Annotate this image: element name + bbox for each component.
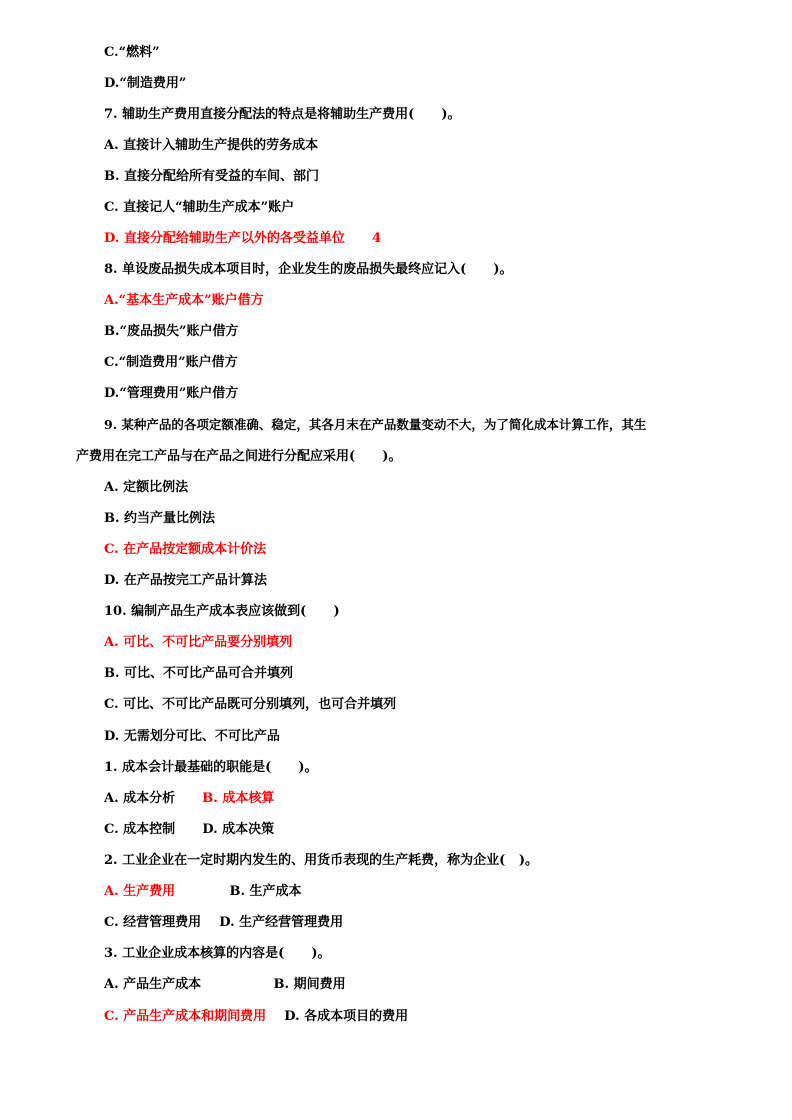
option-line: [104, 541, 266, 559]
question-line: [104, 603, 340, 621]
option-text: D.“制造费用”: [104, 76, 187, 91]
question-text: 9. 某种产品的各项定额准确、稳定，其各月末在产品数量变动不大，为了简化成本计算工作，其生: [104, 417, 647, 432]
option-line: [104, 44, 160, 62]
answer-option-text: A.“基本生产成本”账户借方: [104, 293, 264, 308]
option-text: A. 产品生产成本 B. 期间费用: [104, 977, 346, 992]
option-text: C. 直接记人“辅助生产成本”账户: [104, 200, 295, 215]
option-text: A. 定额比例法: [104, 480, 189, 495]
option-text: B. 约当产量比例法: [104, 511, 216, 526]
question-text: 产费用在完工产品与在产品之间进行分配应采用( )。: [76, 449, 402, 464]
option-text: A. 成本分析: [104, 791, 203, 806]
option-text: B. 生产成本: [175, 884, 302, 899]
option-line: [104, 696, 396, 714]
option-line: [104, 510, 215, 528]
option-line: [104, 790, 274, 808]
question-text: 8. 单设废品损失成本项目时，企业发生的废品损失最终应记入( )。: [104, 262, 513, 277]
option-line: [104, 75, 186, 93]
option-text: D. 在产品按完工产品计算法: [104, 573, 267, 588]
option-line: [104, 665, 293, 683]
question-line: [104, 852, 538, 870]
option-text: B. 可比、不可比产品可合并填列: [104, 666, 294, 681]
option-line: [104, 914, 343, 932]
option-text: C. 成本控制 D. 成本决策: [104, 822, 275, 837]
option-line: [104, 1008, 408, 1026]
option-text: D.“管理费用”账户借方: [104, 386, 239, 401]
option-text: B. 直接分配给所有受益的车间、部门: [104, 169, 320, 184]
answer-option-text: A. 可比、不可比产品要分别填列: [104, 635, 293, 650]
question-line-continued: [76, 448, 401, 466]
option-text: B.“废品损失”账户借方: [104, 324, 239, 339]
option-text: D. 各成本项目的费用: [266, 1009, 409, 1024]
option-text: C.“燃料”: [104, 45, 160, 60]
question-text: 2. 工业企业在一定时期内发生的、用货币表现的生产耗费，称为企业( )。: [104, 853, 538, 868]
answer-option-text: D. 直接分配给辅助生产以外的各受益单位 4: [104, 231, 382, 246]
option-line: [104, 976, 346, 994]
option-line: [104, 883, 302, 901]
answer-option-text: C. 在产品按定额成本计价法: [104, 542, 267, 557]
option-line: [104, 385, 238, 403]
option-line: [104, 137, 318, 155]
option-line: [104, 199, 294, 217]
question-line: [104, 759, 318, 777]
option-line: [104, 572, 267, 590]
answer-option-text: A. 生产费用: [104, 884, 176, 899]
answer-option-text: C. 产品生产成本和期间费用: [104, 1009, 267, 1024]
option-line: [104, 292, 264, 310]
option-line: [104, 168, 319, 186]
option-line: [104, 230, 381, 248]
option-line: [104, 354, 238, 372]
option-text: C. 经营管理费用 D. 生产经营管理费用: [104, 915, 344, 930]
question-text: 7. 辅助生产费用直接分配法的特点是将辅助生产费用( )。: [104, 107, 461, 122]
option-text: C. 可比、不可比产品既可分别填列，也可合并填列: [104, 697, 397, 712]
option-text: D. 无需划分可比、不可比产品: [104, 729, 280, 744]
question-line: [104, 945, 331, 963]
question-line: [104, 261, 513, 279]
question-text: 1. 成本会计最基础的职能是( )。: [104, 760, 318, 775]
option-line: [104, 634, 292, 652]
option-line: [104, 323, 238, 341]
question-text: 10. 编制产品生产成本表应该做到( ): [104, 604, 340, 619]
option-text: A. 直接计入辅助生产提供的劳务成本: [104, 138, 319, 153]
option-line: [104, 728, 280, 746]
option-line: [104, 821, 274, 839]
option-text: C.“制造费用”账户借方: [104, 355, 238, 370]
option-line: [104, 479, 188, 497]
question-text: 3. 工业企业成本核算的内容是( )。: [104, 946, 331, 961]
answer-option-text: B. 成本核算: [202, 791, 275, 806]
question-line: [104, 106, 461, 124]
question-line: [104, 416, 646, 434]
